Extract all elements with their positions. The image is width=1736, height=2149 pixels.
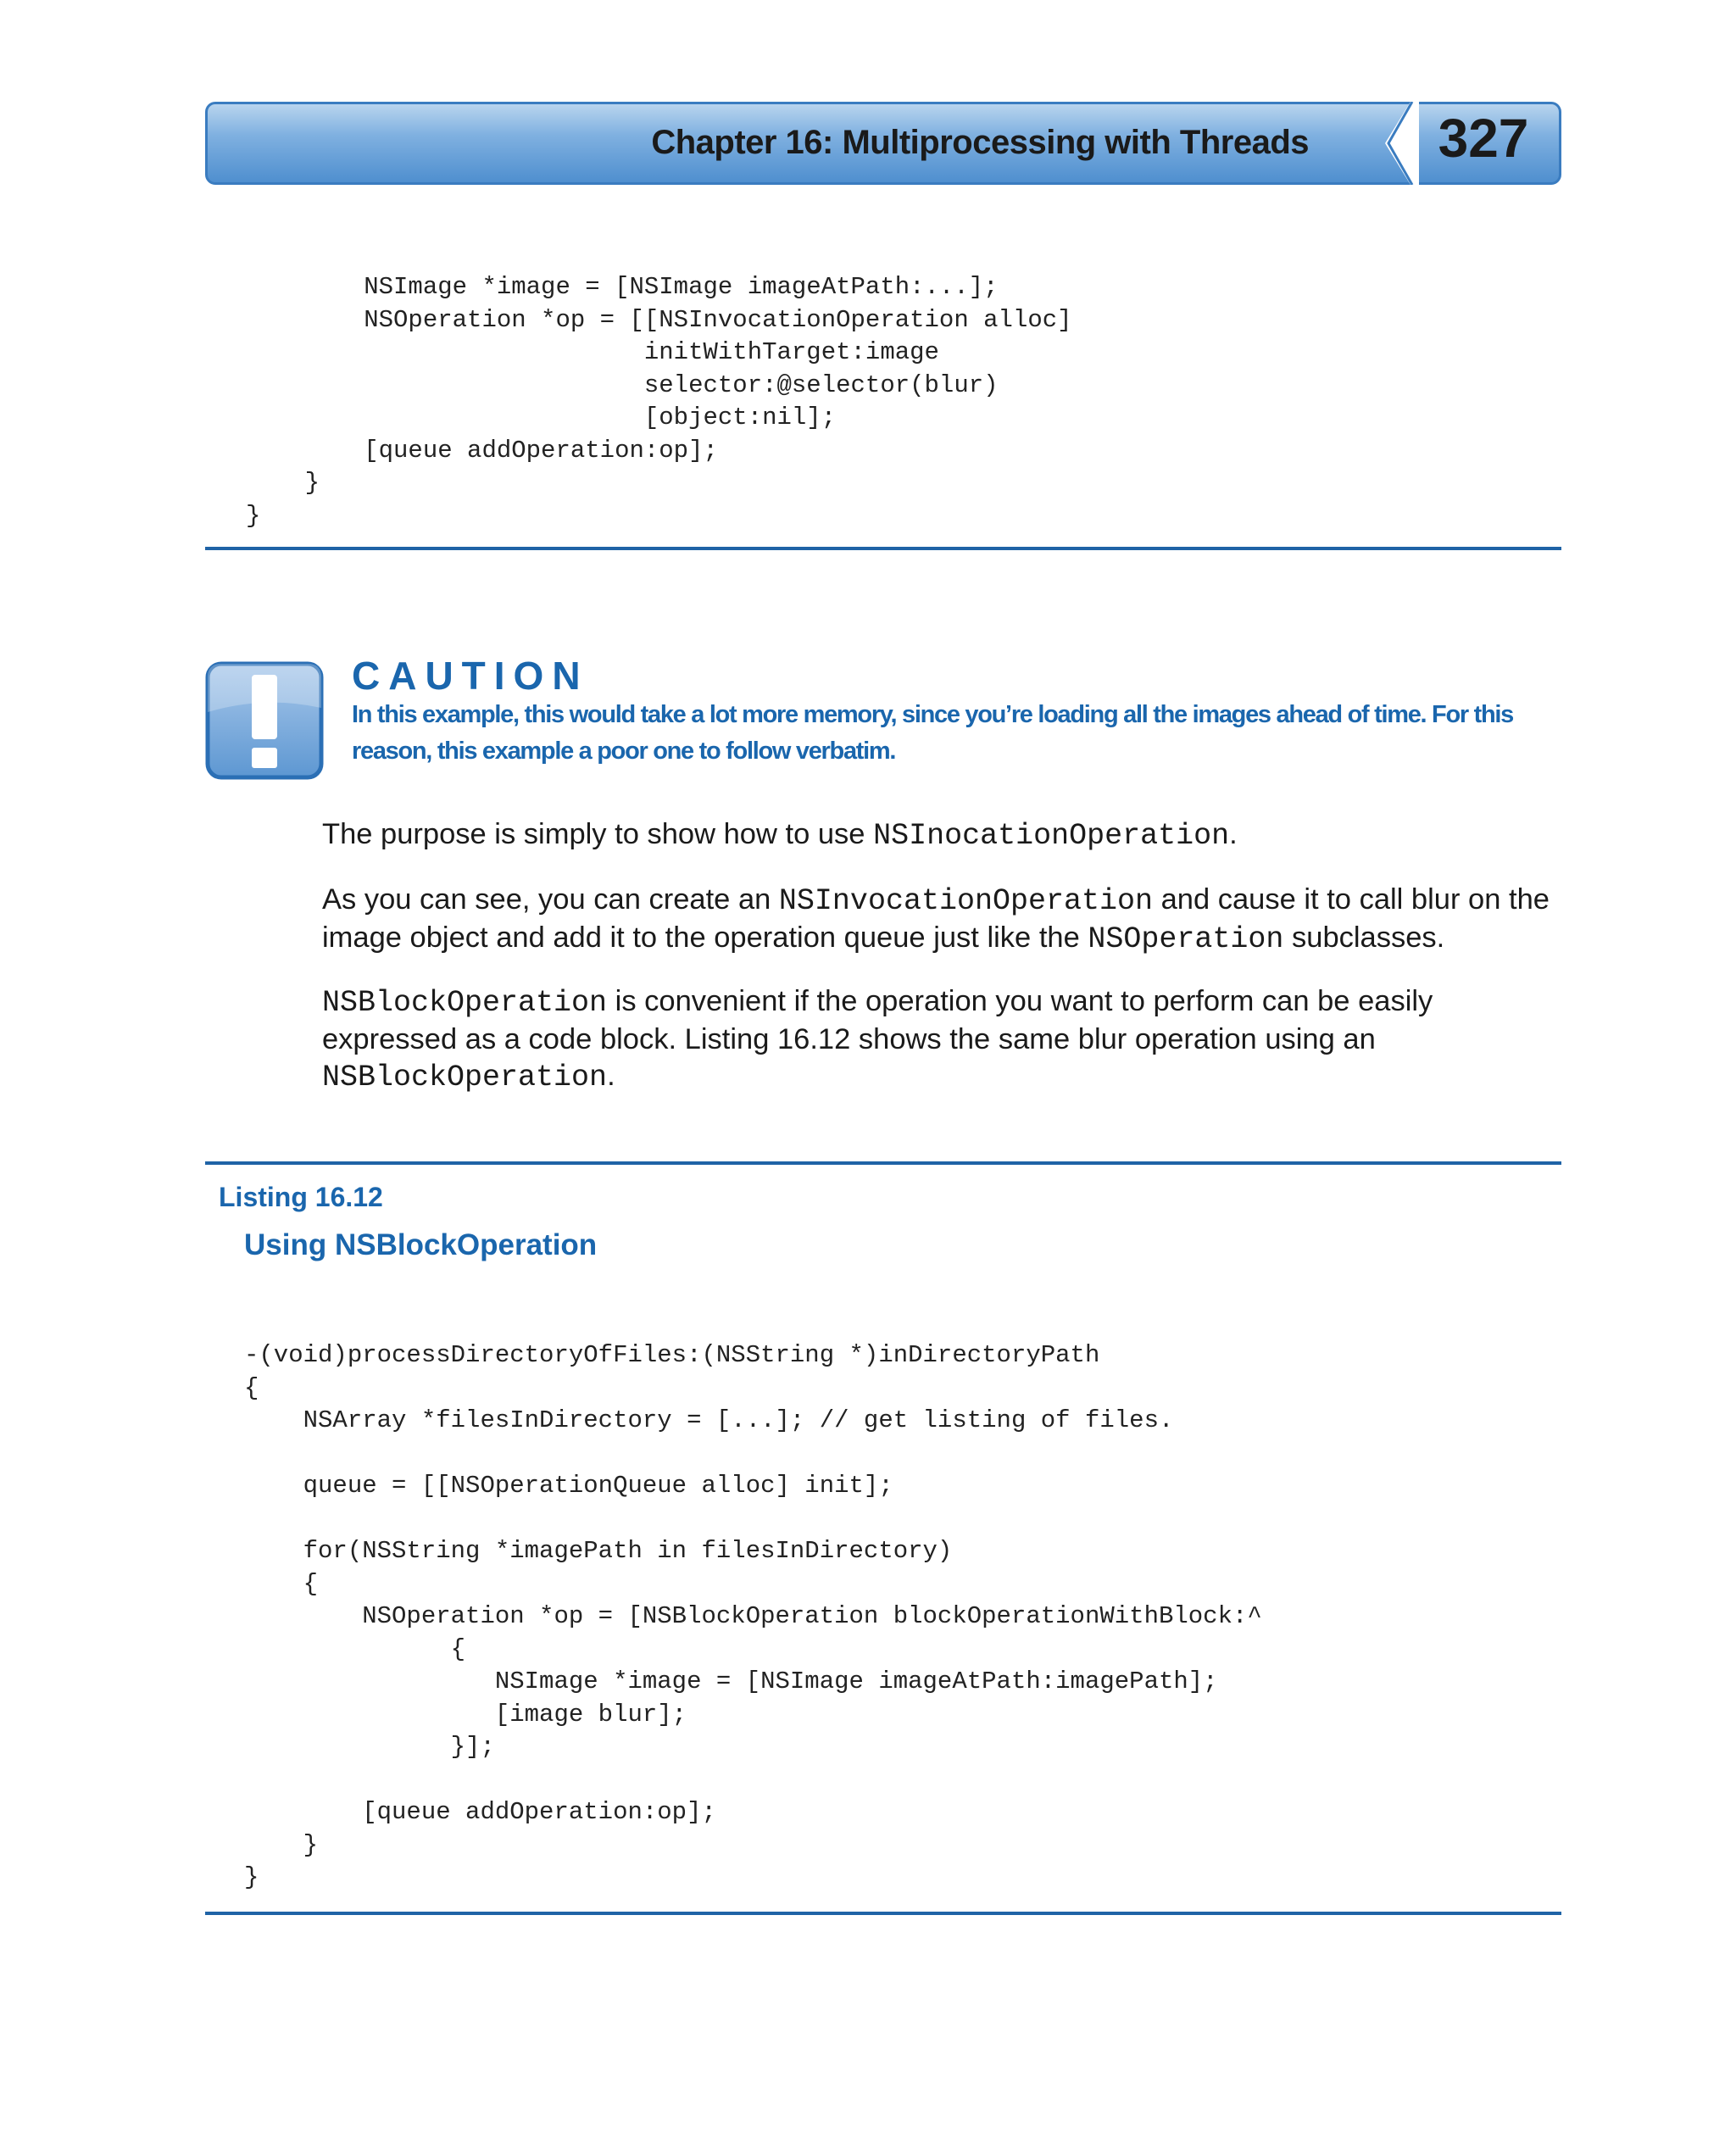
caution-text: In this example, this would take a lot more memory, since you’re loading all the images ahead of time. For this reason, this example a poor one to follow verbatim. (352, 701, 1513, 765)
paragraph-invocation (322, 882, 1560, 958)
inline-code: NSInocationOperation (873, 819, 1230, 853)
paragraph-text: . (607, 1060, 615, 1092)
paragraph-purpose (322, 816, 1560, 855)
inline-code: NSBlockOperation (322, 986, 608, 1020)
listing-bottom-rule (205, 1912, 1561, 1915)
paragraph-text: The purpose is simply to show how to use (322, 818, 874, 850)
inline-code: NSInvocationOperation (778, 884, 1153, 918)
listing-title: Using NSBlockOperation (244, 1228, 598, 1261)
inline-code: NSBlockOperation (322, 1061, 608, 1094)
page-number: 327 (1438, 108, 1529, 169)
listing-top-rule (205, 1161, 1561, 1165)
paragraph-text: As you can see, you can create an (322, 883, 779, 916)
paragraph-text: subclasses. (1283, 921, 1445, 954)
listing-label: Listing 16.12 (219, 1182, 383, 1212)
listing-code-block: -(void)processDirectoryOfFiles:(NSString *)inDirectoryPath { NSArray *filesInDirectory = [...]; // get listing of files. queue = [[NSOperationQueue alloc] init]; for(NSString *imagePath in filesInDirectory) { NSOperation *op = [NSBlockOperation blockOperationWithBlock:^ { NSImage *image = [NSImage imageAtPath:imagePath]; [image blur]; }]; [queue addOperation:op]; } } (244, 1341, 1262, 1891)
paragraph-text: is convenient if the operation you want to perform can be easily expressed as a code block. Listing 16.12 shows the same blur operation using an (322, 985, 1433, 1055)
exclamation-icon (205, 661, 324, 780)
page-tab-notch (1385, 102, 1419, 185)
paragraph-text: and cause it to call blur on the image object and add it to the operation queue just like the (322, 883, 1550, 954)
chapter-title: Chapter 16: Multiprocessing with Threads (651, 124, 1309, 161)
code-block-continued: NSImage *image = [NSImage imageAtPath:...]; NSOperation *op = [[NSInvocationOperation alloc] initWithTarget:image selector:@selector(blur) [object:nil]; [queue addOperation:op]; } } (246, 273, 1072, 530)
caution-title: CAUTION (352, 654, 589, 698)
paragraph-text: . (1229, 818, 1238, 850)
paragraph-block-operation (322, 983, 1526, 1096)
code-block-end-rule (205, 547, 1561, 550)
inline-code: NSOperation (1088, 922, 1284, 956)
